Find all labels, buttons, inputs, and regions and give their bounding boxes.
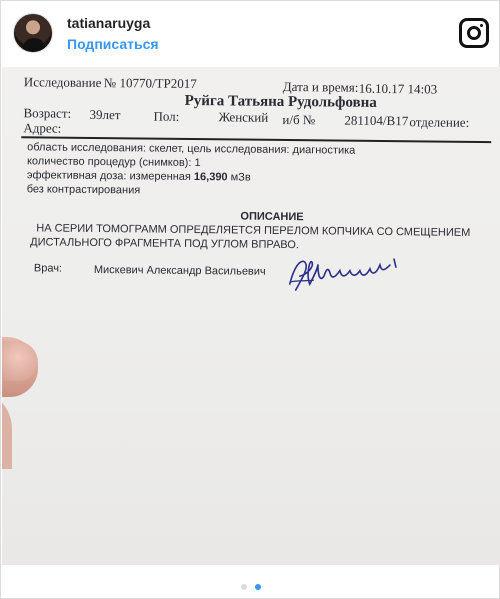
description-line-2: ДИСТАЛЬНОГО ФРАГМЕНТА ПОД УГЛОМ ВПРАВО. bbox=[30, 236, 299, 252]
sex-label: Пол: bbox=[153, 108, 180, 124]
datetime-label: Дата и время: bbox=[282, 78, 359, 95]
age-label: Возраст: bbox=[23, 105, 72, 121]
description-title: ОПИСАНИЕ bbox=[240, 210, 304, 224]
study-area-line: область исследования: скелет, цель исследования: диагностика bbox=[27, 141, 356, 157]
history-value: 281104/В17 bbox=[344, 112, 409, 129]
post-header bbox=[1, 1, 500, 67]
medical-document bbox=[2, 67, 500, 565]
sex-value: Женский bbox=[218, 109, 269, 125]
study-label: Исследование bbox=[23, 74, 102, 91]
carousel-dot-1[interactable] bbox=[241, 584, 247, 590]
doctor-label: Врач: bbox=[33, 262, 63, 275]
doctor-name: Мискевич Александр Васильевич bbox=[93, 263, 266, 278]
study-number: № 10770/ТР2017 bbox=[103, 75, 197, 92]
camera-flash-shape bbox=[480, 24, 483, 27]
datetime-value: 16.10.17 14:03 bbox=[358, 80, 438, 97]
dose-value: 16,390 bbox=[193, 171, 228, 184]
dose-line bbox=[27, 169, 251, 183]
department-label: отделение: bbox=[409, 114, 470, 130]
dose-label: эффективная доза: измеренная bbox=[26, 169, 191, 183]
address-label: Адрес: bbox=[23, 120, 62, 136]
follow-button[interactable]: Подписаться bbox=[67, 36, 159, 52]
post-photo[interactable] bbox=[2, 67, 500, 565]
contrast-line: без контрастирования bbox=[26, 183, 141, 197]
procedure-count-line: количество процедур (снимков): 1 bbox=[26, 155, 201, 170]
carousel-dot-2[interactable] bbox=[255, 584, 261, 590]
avatar[interactable] bbox=[13, 13, 53, 53]
carousel-indicator bbox=[1, 577, 500, 595]
dose-unit: мЗв bbox=[230, 171, 251, 184]
camera-lens-shape bbox=[467, 26, 481, 40]
age-value: 39лет bbox=[89, 106, 121, 123]
doctor-signature bbox=[286, 254, 406, 299]
username-link[interactable]: tatianaruyga bbox=[67, 15, 151, 31]
description-line-1: НА СЕРИИ ТОМОГРАММ ОПРЕДЕЛЯЕТСЯ ПЕРЕЛОМ КОПЧИКА СО СМЕЩЕНИЕМ bbox=[36, 222, 471, 239]
instagram-icon[interactable] bbox=[459, 18, 489, 48]
history-label: и/б № bbox=[282, 111, 316, 128]
patient-name: Руйга Татьяна Рудольфовна bbox=[184, 92, 377, 111]
